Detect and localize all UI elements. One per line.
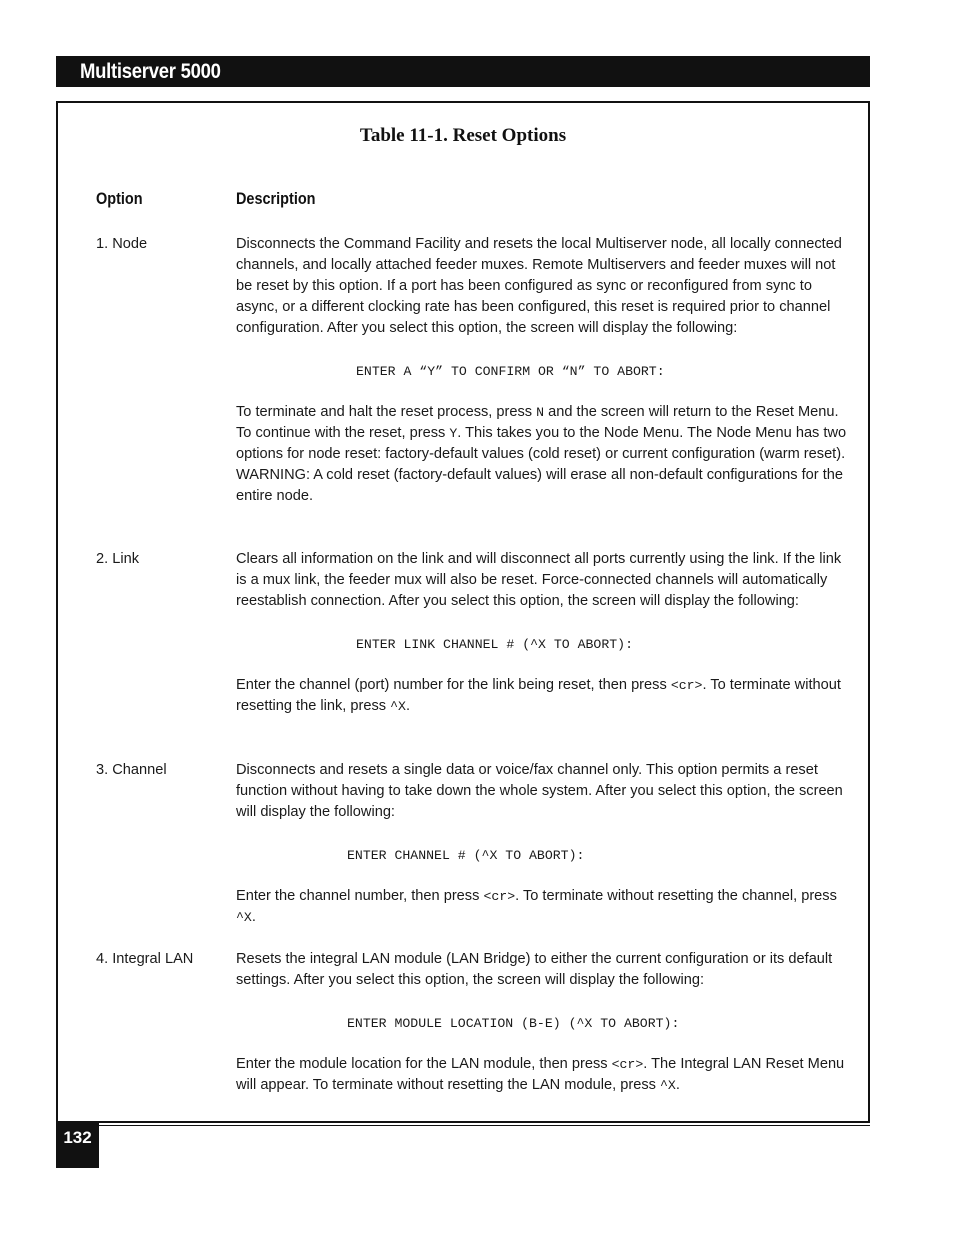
page-number: 132 <box>56 1123 99 1168</box>
description-paragraph: Resets the integral LAN module (LAN Bridge) to either the current configuration or its default settings. After you select this option, the screen will display the following: <box>236 951 833 988</box>
header-bar <box>56 56 870 87</box>
screen-prompt: ENTER MODULE LOCATION (B-E) (^X TO ABORT): <box>347 1016 680 1031</box>
description-paragraph: Enter the channel (port) number for the link being reset, then press <cr>. To terminate without resetting the link, press ^X. <box>236 677 841 714</box>
option-description <box>236 760 854 928</box>
key-code: N <box>536 405 545 420</box>
option-description <box>236 549 854 717</box>
table-frame <box>56 101 870 1123</box>
key-code: <cr> <box>670 678 703 693</box>
screen-prompt: ENTER CHANNEL # (^X TO ABORT): <box>347 848 585 863</box>
screen-prompt: ENTER A “Y” TO CONFIRM OR “N” TO ABORT: <box>356 364 665 379</box>
column-header-option: Option <box>96 189 143 208</box>
description-paragraph: To terminate and halt the reset process, press N and the screen will return to the Reset Menu. To continue with the reset, press Y. This takes you to the Node Menu. The Node Menu has two options for node reset: factory-default values (cold reset) or current configuration (warm reset). WARNING: A cold reset (factory-default values) will erase all non-default configurations for the entire node. <box>236 404 847 504</box>
option-label: 3. Channel <box>96 762 167 778</box>
table-title: Table 11-1. Reset Options <box>359 125 567 146</box>
option-label: 4. Integral LAN <box>96 951 194 967</box>
column-header-description: Description <box>236 189 316 208</box>
description-paragraph: Disconnects the Command Facility and resets the local Multiserver node, all locally connected channels, and locally attached feeder muxes. Remote Multiservers and feeder muxes will not be reset by this option. If a port has been configured as sync or reconfigured from sync to async, or a different clocking rate has been configured, this reset is required prior to channel configuration. After you select this option, the screen will display the following: <box>236 236 842 336</box>
option-label: 2. Link <box>96 551 139 567</box>
description-paragraph: Clears all information on the link and will disconnect all ports currently using the link. If the link is a mux link, the feeder mux will also be reset. Force-connected channels will automatically reestablish connection. After you select this option, the screen will display the following: <box>236 551 842 609</box>
key-code: ^X <box>659 1078 676 1093</box>
key-code: <cr> <box>611 1057 644 1072</box>
description-paragraph: Disconnects and resets a single data or voice/fax channel only. This option permits a reset function without having to take down the whole system. After you select this option, the screen will display the following: <box>236 762 843 820</box>
option-label: 1. Node <box>96 236 148 252</box>
option-description <box>236 234 854 507</box>
option-description <box>236 949 854 1096</box>
key-code: ^X <box>390 699 406 714</box>
screen-prompt: ENTER LINK CHANNEL # (^X TO ABORT): <box>356 637 633 652</box>
document-title: Multiserver 5000 <box>80 60 221 83</box>
footer-rule <box>99 1125 870 1126</box>
description-paragraph: Enter the channel number, then press <cr>. To terminate without resetting the channel, press ^X. <box>236 888 837 925</box>
key-code: <cr> <box>483 889 516 904</box>
description-paragraph: Enter the module location for the LAN module, then press <cr>. The Integral LAN Reset Menu will appear. To terminate without resetting the LAN module, press ^X. <box>236 1056 845 1093</box>
key-code: ^X <box>236 910 252 925</box>
key-code: Y <box>449 426 458 441</box>
